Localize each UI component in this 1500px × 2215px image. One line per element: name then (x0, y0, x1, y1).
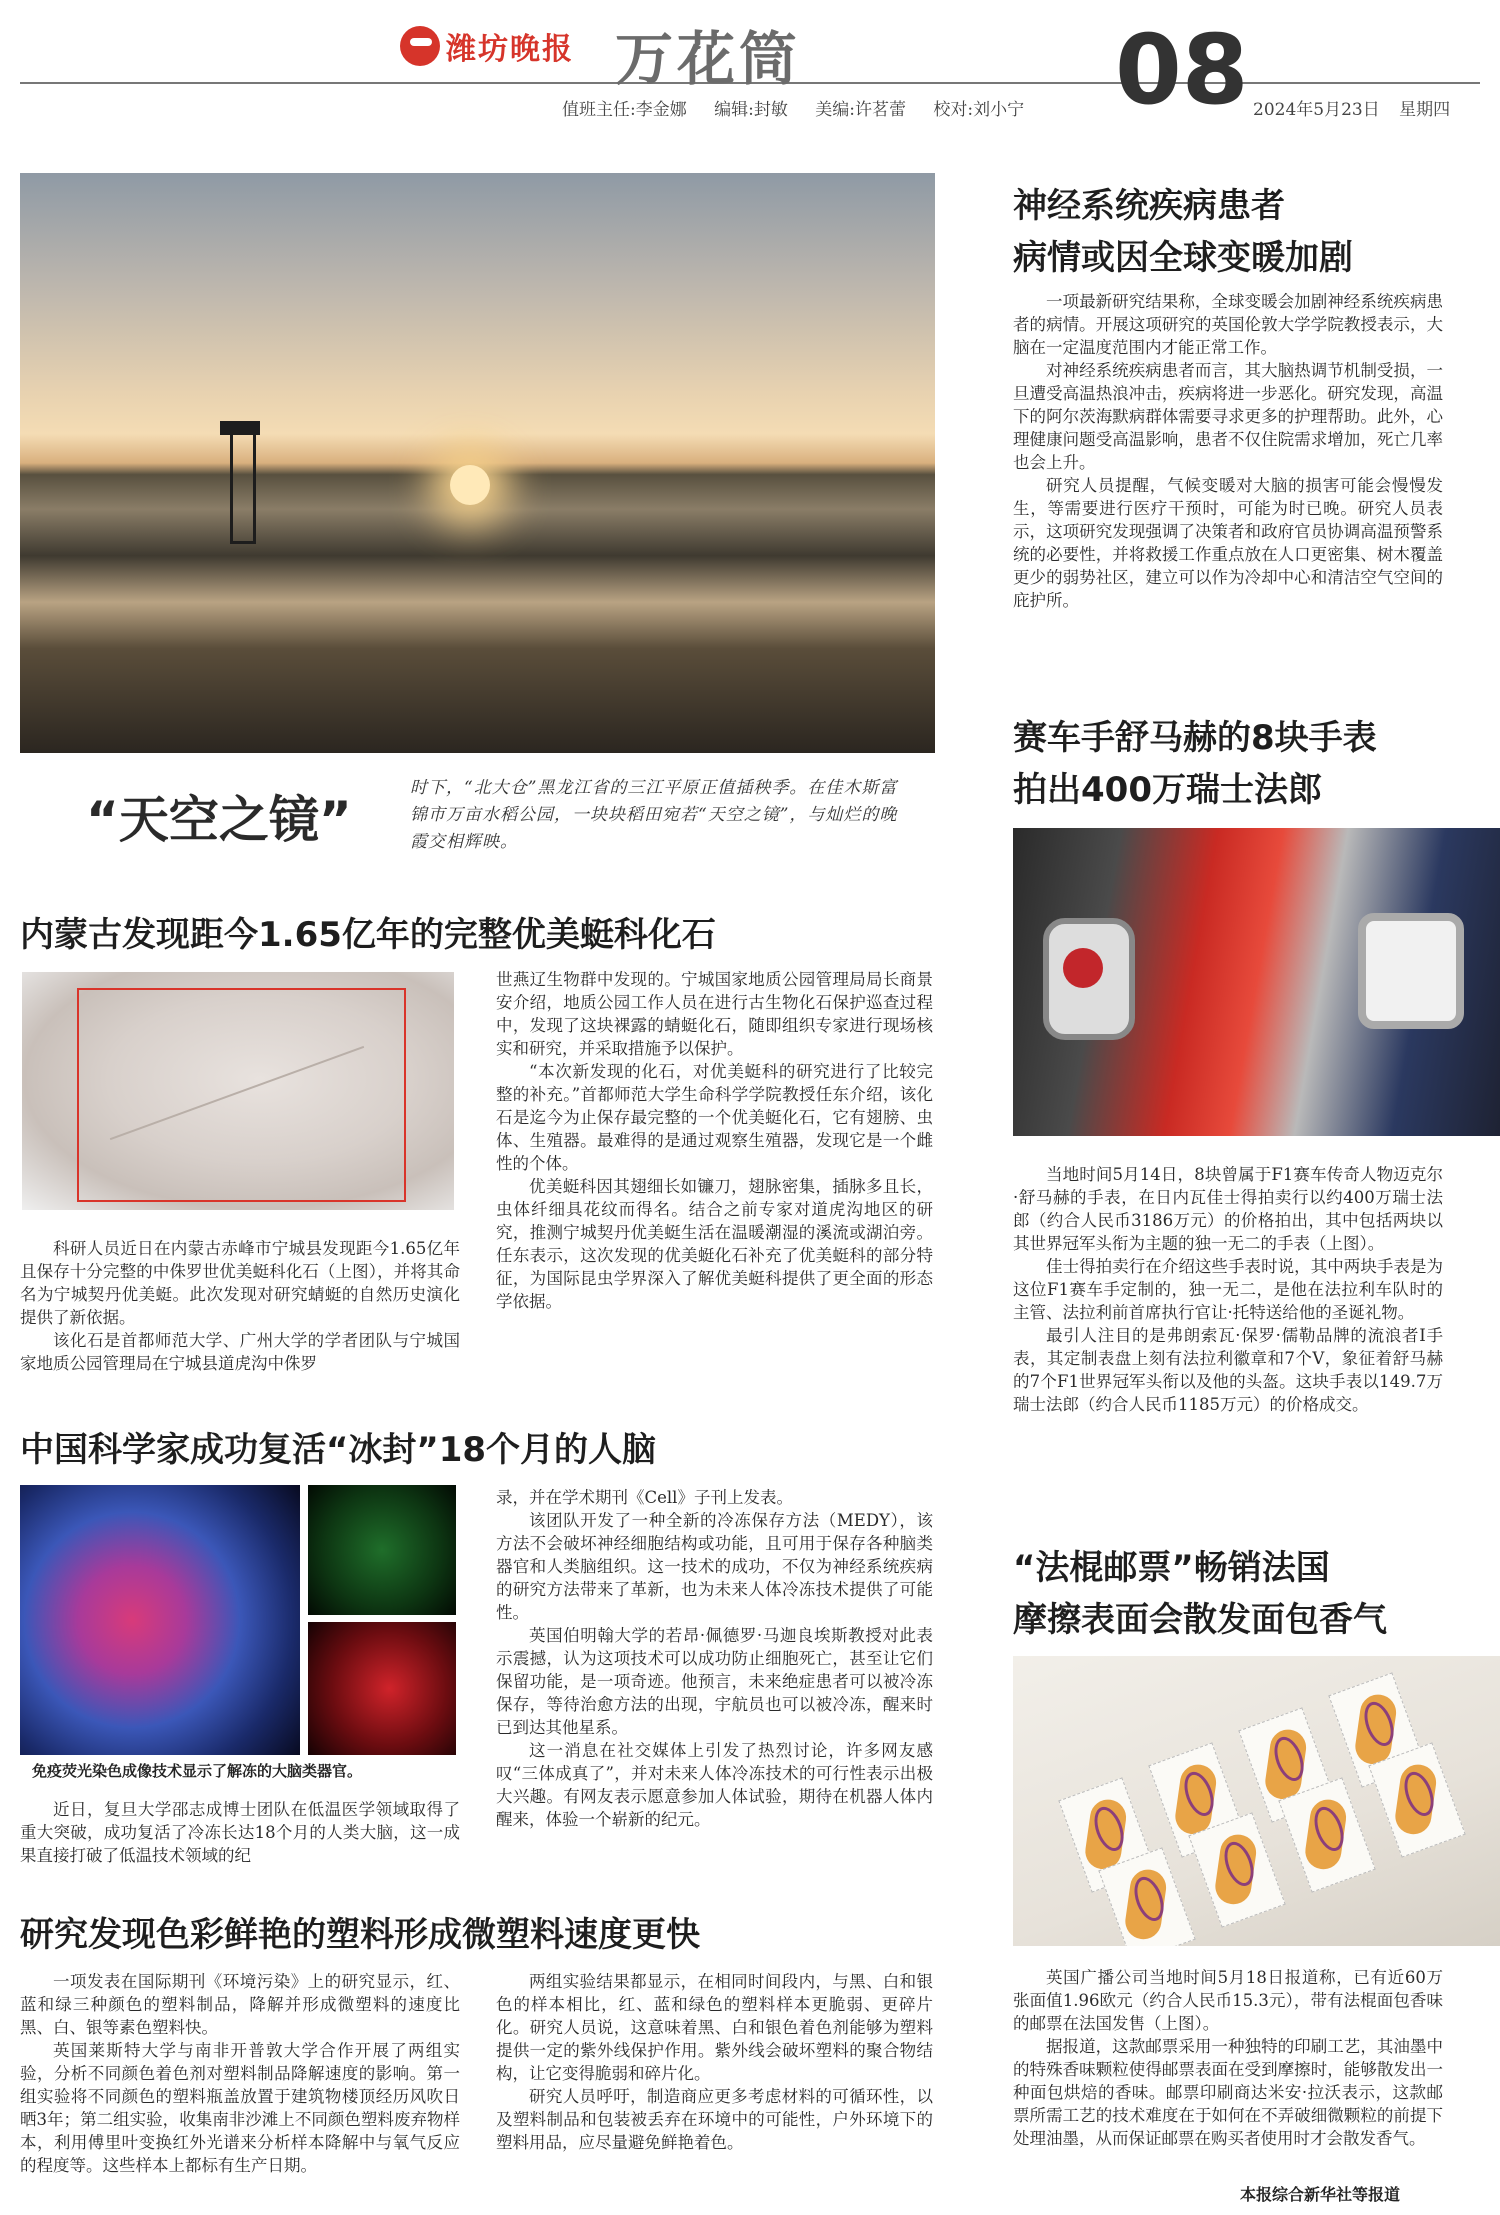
plastic-headline: 研究发现色彩鲜艳的塑料形成微塑料速度更快 (20, 1915, 700, 1955)
plastic-right-paragraph: 研究人员呼吁，制造商应更多考虑材料的可循环性，以及塑料制品和包装被丢弃在环境中的可能性，户外环境下的塑料用品，应尽量避免鲜艳着色。 (496, 2087, 933, 2152)
neuro-paragraph: 一项最新研究结果称，全球变暖会加剧神经系统疾病患者的病情。开展这项研究的英国伦敦大学学院教授表示，大脑在一定温度范围内才能正常工作。 (1013, 292, 1443, 357)
fossil-right-paragraph: 世燕辽生物群中发现的。宁城国家地质公园管理局局长商景安介绍，地质公园工作人员在进行古生物化石保护巡查过程中，发现了这块裸露的蜻蜓化石，随即组织专家进行现场核实和研究，并采取措施予以保护。 (496, 970, 933, 1058)
baguette-body (1013, 1966, 1443, 2150)
fossil-body-left (20, 1237, 460, 1375)
neuro-paragraph: 研究人员提醒，气候变暖对大脑的损害可能会慢慢发生，等需要进行医疗干预时，可能为时已晚。研究人员表示，这项研究发现强调了决策者和政府官员协调高温预警系统的必要性，并将救援工作重点放在人口更密集、树木覆盖更少的弱势社区，建立可以作为冷却中心和清洁空气空间的庇护所。 (1013, 476, 1443, 610)
fossil-left-paragraph: 该化石是首都师范大学、广州大学的学者团队与宁城国家地质公园管理局在宁城县道虎沟中侏罗 (20, 1331, 460, 1373)
page-number: 08 (1115, 14, 1249, 126)
watches-paragraph: 佳士得拍卖行在介绍这些手表时说，其中两块手表是为这位F1赛车手定制的，独一无二，是他在法拉利车队时的主管、法拉利前首席执行官让·托特送给他的圣诞礼物。 (1013, 1257, 1443, 1322)
staff-designer: 美编:许茗蕾 (815, 100, 907, 120)
brain-right-paragraph: 英国伯明翰大学的若昂·佩德罗·马迦良埃斯教授对此表示震撼，认为这项技术可以成功防止细胞死亡，甚至让它们保留功能，是一项奇迹。他预言，未来绝症患者可以被冷冻保存，等待治愈方法的出现，宇航员也可以被冷冻，醒来时已到达其他星系。 (496, 1626, 933, 1737)
brain-left-paragraph: 近日，复旦大学邵志成博士团队在低温医学领域取得了重大突破，成功复活了冷冻长达18个月的人类大脑，这一成果直接打破了低温技术领域的纪 (20, 1800, 460, 1865)
neuro-body (1013, 290, 1443, 612)
fossil-photo (22, 972, 454, 1210)
sky-photo-title: “天空之镜” (86, 791, 352, 849)
brain-body-right (496, 1486, 933, 1831)
sky-mirror-photo (20, 173, 935, 753)
brain-organoid-photo (20, 1485, 300, 1755)
plastic-left-paragraph: 一项发表在国际期刊《环境污染》上的研究显示，红、蓝和绿三种颜色的塑料制品，降解并形成微塑料的速度比黑、白、银等素色塑料快。 (20, 1972, 460, 2037)
plastic-body-left (20, 1970, 460, 2177)
stamp-thumbnail (1368, 1742, 1465, 1857)
staff-editor: 编辑:封敏 (714, 100, 788, 120)
stamp-thumbnail (1188, 1812, 1285, 1927)
newspaper-logo-icon (400, 26, 440, 66)
paper-name: 潍坊晚报 (446, 32, 574, 67)
staff-line (562, 95, 1046, 120)
section-name: 万花筒 (615, 25, 802, 93)
fossil-left-paragraph: 科研人员近日在内蒙古赤峰市宁城县发现距今1.65亿年且保存十分完整的中侏罗世优美蜓科化石（上图），并将其命名为宁城契丹优美蜓。此次发现对研究蜻蜓的自然历史演化提供了新依据。 (20, 1239, 460, 1327)
plastic-left-paragraph: 英国莱斯特大学与南非开普敦大学合作开展了两组实验，分析不同颜色着色剂对塑料制品降解速度的影响。第一组实验将不同颜色的塑料瓶盖放置于建筑物楼顶经历风吹日晒3年；第二组实验，收集南非沙滩上不同颜色塑料废弃物样本，利用傅里叶变换红外光谱来分析样本降解中与氧气反应的程度等。这些样本上都标有生产日期。 (20, 2041, 460, 2175)
watches-headline-line2: 拍出400万瑞士法郎 (1013, 770, 1322, 810)
news-credit: 本报综合新华社等报道 (1240, 2185, 1401, 2204)
brain-body-left (20, 1798, 460, 1867)
sky-photo-caption: 时下，“北大仓”黑龙江省的三江平原正值插秧季。在佳木斯富锦市万亩水稻公园，一块块稻田宛若“天空之镜”，与灿烂的晚霞交相辉映。 (410, 778, 898, 852)
baguette-headline-line2: 摩擦表面会散发面包香气 (1013, 1600, 1387, 1640)
watches-body (1013, 1163, 1443, 1416)
baguette-headline-line1: “法棍邮票”畅销法国 (1013, 1548, 1330, 1588)
brain-right-paragraph: 录，并在学术期刊《Cell》子刊上发表。 (496, 1488, 793, 1507)
issue-weekday: 星期四 (1399, 100, 1451, 120)
neuro-headline-line1: 神经系统疾病患者 (1013, 186, 1285, 226)
watches-paragraph: 最引人注目的是弗朗索瓦·保罗·儒勒品牌的流浪者I手表，其定制表盘上刻有法拉利徽章和7个V，象征着舒马赫的7个F1世界冠军头衔以及他的头盔。这块手表以149.7万瑞士法郎（约合人民币1185万元）的价格成交。 (1013, 1326, 1443, 1414)
fossil-headline: 内蒙古发现距今1.65亿年的完整优美蜓科化石 (20, 915, 716, 955)
fossil-right-paragraph: “本次新发现的化石，对优美蜓科的研究进行了比较完整的补充。”首都师范大学生命科学学院教授任东介绍，该化石是迄今为止保存最完整的一个优美蜓化石，它有翅膀、虫体、生殖器。最难得的是通过观察生殖器，发现它是一个雌性的个体。 (496, 1062, 933, 1173)
red-stain-photo (308, 1622, 456, 1755)
watches-headline-line1: 赛车手舒马赫的8块手表 (1013, 718, 1377, 758)
brain-right-paragraph: 该团队开发了一种全新的冷冻保存方法（MEDY），该方法不会破坏神经细胞结构或功能，且可用于保存各种脑类器官和人类脑组织。这一技术的成功，不仅为神经系统疾病的研究方法带来了革新，也为未来人体冷冻技术提供了可能性。 (496, 1511, 933, 1622)
fossil-body-right (496, 968, 933, 1313)
watches-paragraph: 当地时间5月14日，8块曾属于F1赛车传奇人物迈克尔·舒马赫的手表，在日内瓦佳士得拍卖行以约400万瑞士法郎（约合人民币3186万元）的价格拍出，其中包括两块以其世界冠军头衔为主题的独一无二的手表（上图）。 (1013, 1165, 1443, 1253)
staff-duty-editor: 值班主任:李金娜 (562, 100, 687, 120)
fossil-right-paragraph: 优美蜓科因其翅细长如镰刀，翅脉密集，插脉多且长，虫体纤细具花纹而得名。结合之前专家对道虎沟地区的研究，推测宁城契丹优美蜓生活在温暖潮湿的溪流或湖泊旁。任东表示，这次发现的优美蜓化石补充了优美蜓科的部分特征，为国际昆虫学界深入了解优美蜓科提供了更全面的形态学依据。 (496, 1177, 933, 1311)
dateline (1253, 95, 1464, 120)
issue-date: 2024年5月23日 (1253, 100, 1380, 120)
neuro-paragraph: 对神经系统疾病患者而言，其大脑热调节机制受损，一旦遭受高温热浪冲击，疾病将进一步恶化。研究发现，高温下的阿尔茨海默病群体需要寻求更多的护理帮助。此外，心理健康问题受高温影响，患者不仅住院需求增加，死亡几率也会上升。 (1013, 361, 1443, 472)
green-stain-photo (308, 1485, 456, 1615)
newspaper-logo (400, 24, 574, 68)
staff-proofreader: 校对:刘小宁 (933, 100, 1025, 120)
brain-headline: 中国科学家成功复活“冰封”18个月的人脑 (20, 1430, 657, 1470)
schumacher-watches-photo (1013, 828, 1500, 1136)
baguette-stamps-photo (1013, 1656, 1500, 1946)
brain-right-paragraph: 这一消息在社交媒体上引发了热烈讨论，许多网友感叹“三体成真了”，并对未来人体冷冻技术的可行性表示出极大兴趣。有网友表示愿意参加人体试验，期待在机器人体内醒来，体验一个崭新的纪元。 (496, 1741, 933, 1829)
baguette-paragraph: 据报道，这款邮票采用一种独特的印刷工艺，其油墨中的特殊香味颗粒使得邮票表面在受到摩擦时，能够散发出一种面包烘焙的香味。邮票印刷商达米安·拉沃表示，这款邮票所需工艺的技术难度在于如何在不弄破细微颗粒的前提下处理油墨，从而保证邮票在购买者使用时才会散发香气。 (1013, 2037, 1443, 2148)
stamp-thumbnail (1278, 1777, 1375, 1892)
brain-photo-caption: 免疫荧光染色成像技术显示了解冻的大脑类器官。 (32, 1762, 363, 1780)
plastic-body-right (496, 1970, 933, 2154)
baguette-paragraph: 英国广播公司当地时间5月18日报道称，已有近60万张面值1.96欧元（约合人民币15.3元），带有法棍面包香味的邮票在法国发售（上图）。 (1013, 1968, 1443, 2033)
neuro-headline-line2: 病情或因全球变暖加剧 (1013, 238, 1353, 278)
plastic-right-paragraph: 两组实验结果都显示，在相同时间段内，与黑、白和银色的样本相比，红、蓝和绿色的塑料样本更脆弱、更碎片化。研究人员说，这意味着黑、白和银色着色剂能够为塑料提供一定的紫外线保护作用。紫外线会破坏塑料的聚合物结构，让它变得脆弱和碎片化。 (496, 1972, 933, 2083)
